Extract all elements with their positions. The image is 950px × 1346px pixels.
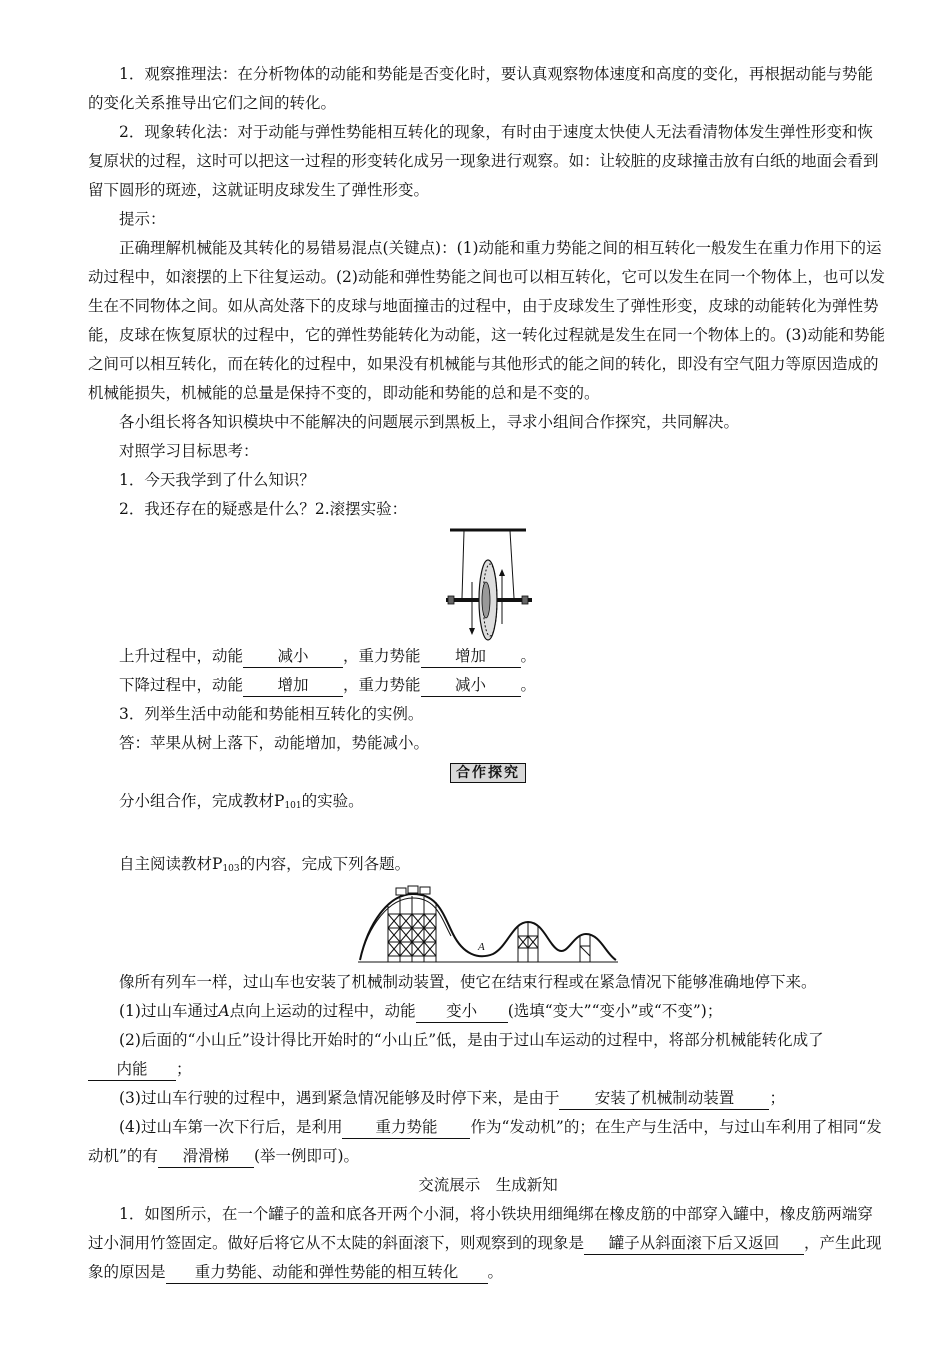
tip-text: 正确理解机械能及其转化的易错易混点(关键点)：(1)动能和重力势能之间的相互转化一般发生在重力作用下的运动过程中，如滚摆的上下往复运动。(2)动能和弹性势能之间也可以相互转化，它可以发生在同一个物体上，也可以发生在不同物体之间。如从高处落下的皮球与地面撞击的过程中，由于皮球发生了弹性形变，皮球的动能转化为弹性势能，皮球在恢复原状的过程中，它的弹性势能转化为动能，这一转化过程就是发生在同一个物体上的。(3)动能和势能之间可以相互转化，而在转化的过程中，如果没有机械能与其他形式的能之间的转化，即没有空气阻力等原因造成的机械能损失，机械能的总量是保持不变的，即动能和势能的总和是不变的。 [88, 239, 885, 402]
method-2: 2．现象转化法：对于动能与弹性势能相互转化的现象，有时由于速度太快使人无法看清物体发生弹性形变和恢复原状的过程，这时可以把这一过程的形变转化成另一现象进行观察。如：让较脏的皮球撞击放有白纸的地面会看到留下圆形的斑迹，这就证明皮球发生了弹性形变。 [88, 123, 879, 199]
coaster-question-1: (1)过山车通过A点向上运动的过程中，动能 变小 (选填“变大”“变小”或“不变”)； [88, 997, 888, 1026]
answer-c2: 内能 [88, 1058, 176, 1081]
coop-badge-row [88, 758, 888, 787]
tip-label: 提示： [119, 210, 166, 228]
coaster-question-3: (3)过山车行驶的过程中，遇到紧急情况能够及时停下来，是由于 安装了机械制动装置 ； [88, 1084, 888, 1113]
question-3: 3．列举生活中动能和势能相互转化的实例。 [119, 705, 424, 723]
coop-badge: 合作探究 [450, 763, 526, 783]
document-page [88, 60, 888, 1287]
coop-text: 分小组合作，完成教材$P_{101}$的实验。 [119, 792, 364, 811]
answer-down-kinetic: 增加 [243, 674, 343, 697]
group-text: 各小组长将各知识模块中不能解决的问题展示到黑板上，寻求小组间合作探究，共同解决。 [119, 413, 740, 431]
pendulum-up-line: 上升过程中，动能 减小 ，重力势能 增加 。 [88, 642, 888, 671]
answer-final-phenomenon: 罐子从斜面滚下后又返回 [584, 1232, 804, 1255]
coaster-question-2: (2)后面的“小山丘”设计得比开始时的“小山丘”低，是由于过山车运动的过程中，将部分机械能转化成了内能 ； [88, 1026, 888, 1084]
method-1: 1．观察推理法：在分析物体的动能和势能是否变化时，要认真观察物体速度和高度的变化，再根据动能与势能的变化关系推导出它们之间的转化。 [88, 65, 873, 112]
answer-3: 答：苹果从树上落下，动能增加，势能减小。 [119, 734, 430, 752]
coaster-intro: 像所有列车一样，过山车也安装了机械制动装置，使它在结束行程或在紧急情况下能够准确地停下来。 [119, 973, 817, 991]
coaster-point-a-label: A [478, 941, 485, 953]
answer-c1: 变小 [416, 1000, 508, 1023]
answer-c4-engine: 重力势能 [342, 1116, 470, 1139]
rolling-pendulum-diagram [438, 524, 538, 642]
answer-up-kinetic: 减小 [243, 645, 343, 668]
answer-final-reason: 重力势能、动能和弹性势能的相互转化 [166, 1261, 488, 1284]
answer-up-potential: 增加 [421, 645, 521, 668]
answer-c3: 安装了机械制动装置 [559, 1087, 769, 1110]
read-text: 自主阅读教材$P_{103}$的内容，完成下列各题。 [119, 855, 411, 874]
reflect-title: 对照学习目标思考： [119, 442, 259, 460]
coaster-question-4: (4)过山车第一次下行后，是利用 重力势能 作为“发动机”的；在生产与生活中，与过山车利用了相同“发动机”的有 滑滑梯 (举一例即可)。 [88, 1113, 888, 1171]
coaster-figure [88, 884, 888, 968]
question-1: 1．今天我学到了什么知识？ [119, 471, 315, 489]
section-title: 交流展示 生成新知 [418, 1176, 558, 1194]
pendulum-down-line: 下降过程中，动能 增加 ，重力势能 减小 。 [88, 671, 888, 700]
answer-c4-example: 滑滑梯 [158, 1145, 254, 1168]
pendulum-figure [88, 524, 888, 642]
question-2: 2．我还存在的疑惑是什么？2.滚摆实验： [119, 500, 408, 518]
final-question: 1．如图所示，在一个罐子的盖和底各开两个小洞，将小铁块用细绳绑在橡皮筋的中部穿入罐中，橡皮筋两端穿过小洞用竹签固定。做好后将它从不太陡的斜面滚下，则观察到的现象是 罐子从斜面滚下后又返回 ，产生此现象的原因是 重力势能、动能和弹性势能的相互转化 。 [88, 1200, 888, 1287]
roller-coaster-diagram [358, 884, 618, 968]
answer-down-potential: 减小 [421, 674, 521, 697]
